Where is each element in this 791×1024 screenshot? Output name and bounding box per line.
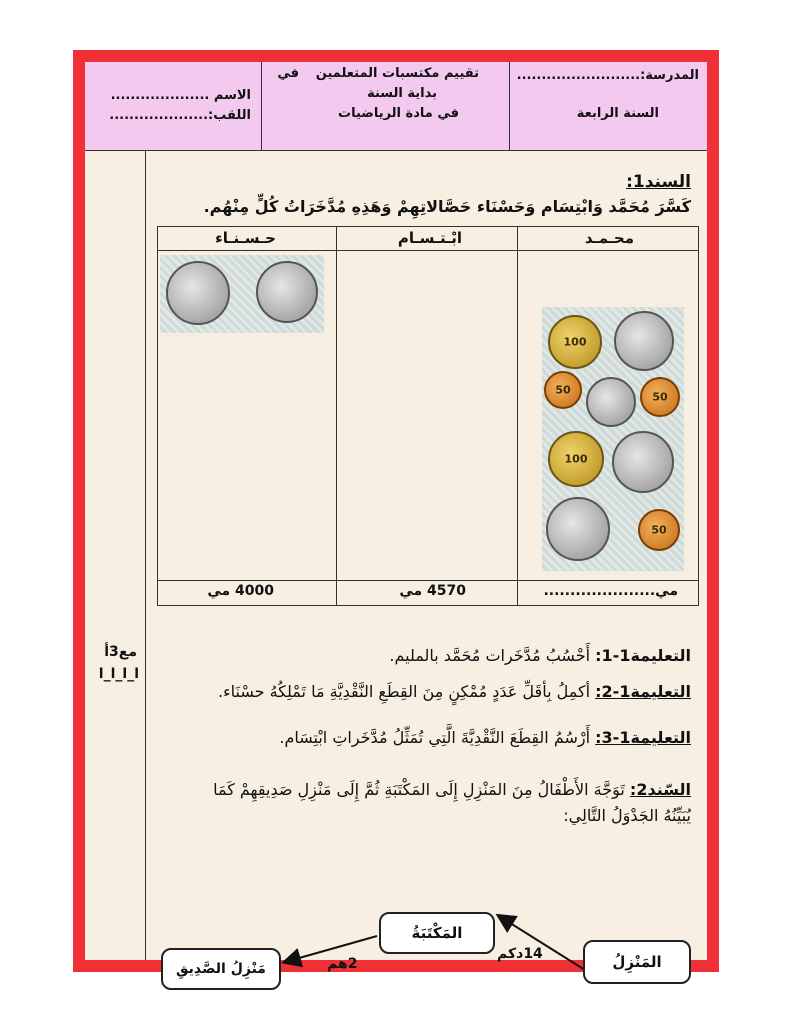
instruction-2 <box>218 682 691 701</box>
sanad2-line1 <box>213 780 691 799</box>
coin-100-2: 100 <box>548 431 604 487</box>
total-mohamed: مي..................... <box>543 583 678 599</box>
sanad2-line2: يُبَيِّنُهُ الجَدْوَلُ التَّالِي: <box>563 806 691 825</box>
total-hasnaa: 4000 مي <box>207 583 274 599</box>
header-table <box>85 62 707 151</box>
header-mohamed: محـمـد <box>584 229 634 247</box>
instruction-1-label: التعليمة1-1: <box>595 646 691 665</box>
table-total-row <box>158 580 698 605</box>
friend-label: مَنْزِلُ الصَّدِيقِ <box>176 961 266 977</box>
main-content <box>145 150 707 977</box>
name-cell <box>85 62 261 150</box>
coin-1-dinar-3 <box>546 497 610 561</box>
instruction-1-text: أَحْسُبُ مُدَّخَرات مُحَمَّد بالمليم. <box>389 646 596 665</box>
sanad2-text-1: تَوَجَّهَ الأَطْفَالُ مِنَ المَنْزِلِ إِلَى المَكْتَبَةِ ثُمَّ إِلَى مَنْزِلِ صَدِيقِهِمْ كَمَا <box>213 780 625 799</box>
coin-hasnaa-1 <box>166 261 230 325</box>
instruction-1 <box>389 646 691 665</box>
mohamed-coins <box>542 307 684 571</box>
savings-table <box>157 226 699 606</box>
distance-home-library: 14دكم <box>497 946 543 962</box>
criteria-label: مع3أ <box>104 644 137 660</box>
sanad1-title: السند1: <box>626 172 691 192</box>
hasnaa-coins <box>160 255 324 333</box>
coin-50-2: 50 <box>640 377 680 417</box>
coin-1-dinar-2 <box>612 431 674 493</box>
title-cell <box>261 62 509 150</box>
node-friend-home <box>161 948 281 990</box>
school-label: المدرسة:......................... <box>516 68 699 83</box>
node-home <box>583 940 691 984</box>
col-divider-1 <box>517 227 518 605</box>
grade-label: السنة الرابعة <box>576 106 659 121</box>
header-hasnaa: حـسـنـاء <box>215 229 276 247</box>
sanad2-title: السّند2: <box>629 780 691 799</box>
col-divider-2 <box>336 227 337 605</box>
title-line3: في مادة الرياضيات <box>338 106 459 121</box>
distance-library-friend: 2هم <box>327 956 358 972</box>
title-line1: تقييم مكتسبات المتعلمين <box>315 66 479 81</box>
node-library <box>379 912 495 954</box>
instruction-3-text: أَرْسُمُ القِطَعَ النَّقْدِيَّةَ الَّتِي تُمَثِّلُ مُدَّخَراتِ ابْتِسَام. <box>279 728 596 747</box>
criteria-column <box>85 150 146 960</box>
title-line2: بداية السنة <box>367 86 437 101</box>
table-header-row <box>158 227 698 251</box>
instruction-3 <box>279 728 691 747</box>
name-field: الاسم .................... <box>110 88 251 103</box>
instruction-2-text: أكمِلُ بِأقَلِّ عَدَدٍ مُمْكِنٍ مِنَ القِطَعِ النَّقْدِيَّةِ مَا تَمْلِكُهُ حسْنَاء. <box>218 682 596 701</box>
coin-hasnaa-2 <box>256 261 318 323</box>
coin-dinar-half <box>586 377 636 427</box>
coin-100-1: 100 <box>548 315 602 369</box>
coin-50-1: 50 <box>544 371 582 409</box>
score-marks: ا_ا_ا_ا <box>98 666 139 682</box>
library-label: المَكْتَبَةُ <box>411 924 463 942</box>
total-ibtissem: 4570 مي <box>399 583 466 599</box>
home-label: المَنْزِلُ <box>612 953 662 971</box>
coin-50-3: 50 <box>638 509 680 551</box>
school-cell <box>509 62 707 150</box>
coin-1-dinar-1 <box>614 311 674 371</box>
instruction-2-label: التعليمة1-2: <box>595 682 691 701</box>
header-ibtissem: ابْـتـسـام <box>397 229 462 247</box>
surname-field: اللقب:.................... <box>109 108 251 123</box>
instruction-3-label: التعليمة1-3: <box>595 728 691 747</box>
title-fi: في <box>277 66 299 81</box>
sanad1-text: كَسَّرَ مُحَمَّد وَابْتِسَام وَحَسْنَاء حَصَّالاتِهِمْ وَهَذِهِ مُدَّخَرَاتُ كُلٍّ مِنْهُم. <box>203 197 691 216</box>
worksheet <box>85 62 707 977</box>
